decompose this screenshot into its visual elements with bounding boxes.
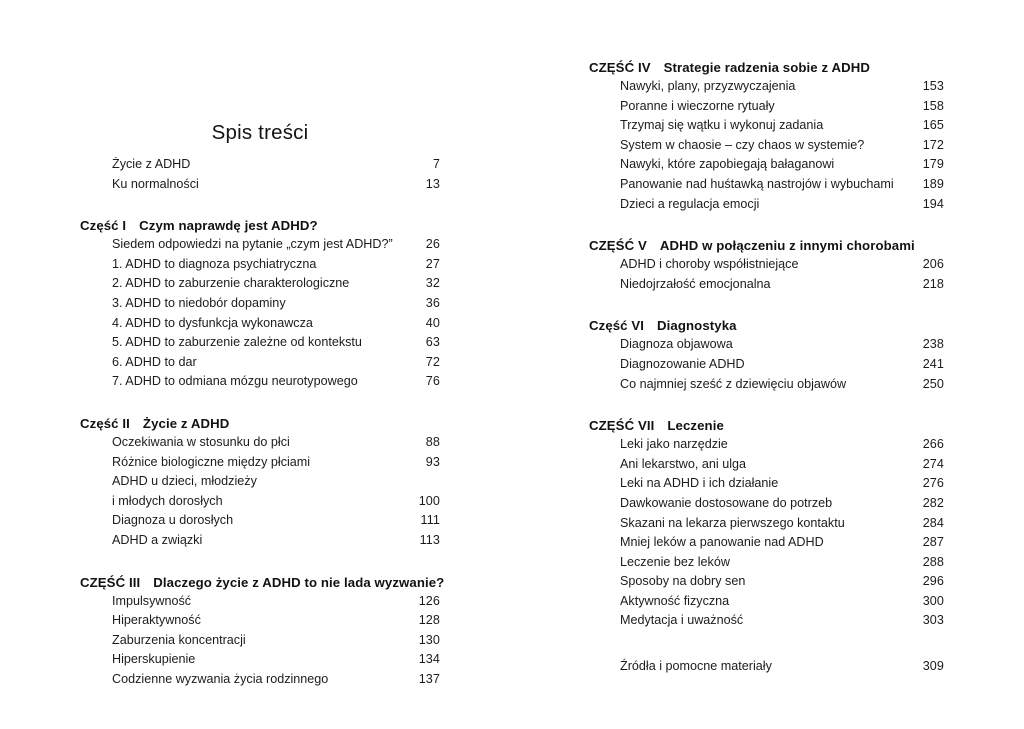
toc-entry-page-number: 13: [425, 176, 440, 191]
toc-entry-label: 5. ADHD to zaburzenie zależne od kontekstu: [112, 335, 362, 350]
toc-entry-page-number: 111: [420, 513, 440, 528]
part-entry-list: [620, 435, 944, 631]
toc-entry-label: Zaburzenia koncentracji: [112, 632, 246, 647]
toc-entry-page-number: 26: [425, 237, 440, 252]
toc-entry-i-mlodych-doroslych[interactable]: [112, 492, 440, 512]
toc-entry-page-number: 36: [425, 295, 440, 310]
toc-entry-label: ADHD u dzieci, młodzieży: [112, 474, 257, 489]
toc-entry-poranne-i-wieczorne-rytualy[interactable]: [620, 97, 944, 117]
part-label: CZĘŚĆ VII: [589, 418, 655, 434]
toc-entry-page-number: 158: [922, 98, 944, 113]
part-heading-czesc-vi: [589, 316, 944, 335]
toc-entry-adhd-u-dzieci-mlodziezy[interactable]: [112, 472, 440, 492]
toc-entry-page-number: 100: [418, 493, 440, 508]
toc-entry-nawyki-plany-przyzwyczajenia[interactable]: [620, 77, 944, 97]
toc-entry-zycie-z-adhd[interactable]: [112, 155, 440, 175]
toc-entry-trzymaj-sie-watku-i-wykonuj-zadani[interactable]: [620, 116, 944, 136]
toc-entry-adhd-i-choroby-wspolistniejace[interactable]: [620, 255, 944, 275]
toc-entry-label: Hiperaktywność: [112, 613, 201, 628]
toc-entry-page-number: 238: [922, 337, 944, 352]
toc-entry-page-number: 309: [922, 659, 944, 674]
toc-entry-page-number: 218: [922, 276, 944, 291]
toc-entry-diagnoza-u-doroslych[interactable]: [112, 511, 440, 531]
toc-entry-dzieci-a-regulacja-emocji[interactable]: [620, 195, 944, 215]
toc-entry-impulsywnosc[interactable]: [112, 592, 440, 612]
toc-entry-page-number: 172: [922, 137, 944, 152]
toc-entry-page-number: 130: [418, 632, 440, 647]
toc-entry-page-number: 93: [425, 454, 440, 469]
toc-entry-label: Diagnoza objawowa: [620, 337, 733, 352]
part-heading-czesc-v: [589, 236, 944, 255]
toc-entry-page-number: 179: [922, 157, 944, 172]
toc-entry-label: 3. ADHD to niedobór dopaminy: [112, 295, 286, 310]
toc-entry-label: Diagnoza u dorosłych: [112, 513, 234, 528]
left-column: [80, 155, 445, 689]
toc-entry-ku-normalnosci[interactable]: [112, 175, 440, 195]
toc-entry-5-adhd-to-zaburzenie-zalezne-od-ko[interactable]: [112, 333, 440, 353]
toc-entry-label: Mniej leków a panowanie nad ADHD: [620, 535, 824, 550]
toc-entry-label: Ku normalności: [112, 176, 199, 191]
toc-entry-3-adhd-to-niedobor-dopaminy[interactable]: [112, 294, 440, 314]
part-label: Część VI: [589, 318, 645, 334]
toc-entry-label: Trzymaj się wątku i wykonuj zadania: [620, 118, 824, 133]
toc-entry-sposoby-na-dobry-sen[interactable]: [620, 572, 944, 592]
toc-entry-panowanie-nad-hustawka-nastrojow-i[interactable]: [620, 175, 944, 195]
part-heading-czesc-vii: [589, 416, 944, 435]
toc-entry-label: Sposoby na dobry sen: [620, 574, 746, 589]
toc-entry-page-number: 7: [432, 157, 440, 171]
toc-entry-page-number: 76: [425, 374, 440, 389]
part-label: CZĘŚĆ III: [80, 574, 141, 590]
toc-entry-page-number: 72: [425, 354, 440, 369]
part-gap: [80, 392, 440, 414]
part-label: Część I: [80, 218, 127, 234]
toc-entry-page-number: 126: [418, 593, 440, 608]
toc-entry-nawyki-ktore-zapobiegaja-balaganow[interactable]: [620, 155, 944, 175]
part-label: Część II: [80, 415, 130, 431]
toc-entry-page-number: 276: [922, 476, 944, 491]
toc-entry-label: Panowanie nad huśtawką nastrojów i wybuchami: [620, 176, 894, 191]
toc-entry-page-number: 300: [922, 593, 944, 608]
toc-entry-label: Oczekiwania w stosunku do płci: [112, 434, 290, 449]
toc-entry-page-number: 88: [425, 434, 440, 449]
toc-entry-medytacja-i-uwaznosc[interactable]: [620, 611, 944, 631]
toc-entry-page-number: 113: [419, 532, 440, 547]
toc-entry-siedem-odpowiedzi-na-pytanie-czym-[interactable]: [112, 235, 440, 255]
toc-entry-dawkowanie-dostosowane-do-potrzeb[interactable]: [620, 494, 944, 514]
toc-entry-label: Leki na ADHD i ich działanie: [620, 476, 779, 491]
toc-entry-oczekiwania-w-stosunku-do-plci[interactable]: [112, 433, 440, 453]
toc-entry-label: Co najmniej sześć z dziewięciu objawów: [620, 376, 847, 391]
toc-entry-label: Aktywność fizyczna: [620, 593, 730, 608]
toc-entry-leki-na-adhd-i-ich-dzialanie[interactable]: [620, 474, 944, 494]
toc-entry-page-number: 266: [922, 437, 944, 452]
part-title: Strategie radzenia sobie z ADHD: [663, 60, 870, 75]
toc-entry-mniej-lekow-a-panowanie-nad-adhd[interactable]: [620, 533, 944, 553]
toc-entry-page-number: 27: [425, 256, 440, 271]
part-label: CZĘŚĆ V: [589, 238, 647, 254]
toc-entry-leki-jako-narzedzie[interactable]: [620, 435, 944, 455]
back-matter-list: [620, 657, 944, 677]
toc-entry-label: Dzieci a regulacja emocji: [620, 196, 760, 211]
toc-entry-label: i młodych dorosłych: [112, 493, 223, 508]
toc-entry-page-number: 274: [922, 456, 944, 471]
toc-entry-label: Leki jako narzędzie: [620, 437, 728, 452]
toc-entry-skazani-na-lekarza-pierwszego-kont[interactable]: [620, 514, 944, 534]
part-entry-list: [620, 77, 944, 214]
toc-entry-label: Medytacja i uważność: [620, 613, 744, 628]
part-entry-list: [620, 255, 944, 294]
toc-entry-page-number: 40: [425, 315, 440, 330]
toc-entry-label: Ani lekarstwo, ani ulga: [620, 456, 747, 471]
toc-entry-system-w-chaosie-czy-chaos-w-syste[interactable]: [620, 136, 944, 156]
toc-entry-4-adhd-to-dysfunkcja-wykonawcza[interactable]: [112, 314, 440, 334]
toc-entry-co-najmniej-szesc-z-dziewieciu-obj[interactable]: [620, 375, 944, 395]
toc-entry-label: 4. ADHD to dysfunkcja wykonawcza: [112, 315, 313, 330]
part-title: Leczenie: [667, 418, 724, 434]
toc-entry-zrodla-i-pomocne-materialy[interactable]: [620, 657, 944, 677]
toc-entry-page-number: 206: [922, 257, 944, 272]
toc-entry-label: Leczenie bez leków: [620, 554, 730, 569]
toc-entry-page-number: 287: [922, 535, 944, 550]
toc-entry-aktywnosc-fizyczna[interactable]: [620, 592, 944, 612]
toc-entry-niedojrzalosc-emocjonalna[interactable]: [620, 275, 944, 295]
toc-entry-roznice-biologiczne-miedzy-plciami[interactable]: [112, 453, 440, 473]
part-gap: [589, 294, 944, 316]
right-column: [589, 58, 944, 677]
part-heading-czesc-iv: [589, 58, 944, 77]
part-gap: [589, 394, 944, 416]
toc-entry-label: ADHD a związki: [112, 532, 203, 547]
toc-entry-ani-lekarstwo-ani-ulga[interactable]: [620, 455, 944, 475]
part-entry-list: [620, 335, 944, 394]
part-entry-list: [112, 235, 440, 392]
part-heading-czesc-ii: [80, 414, 440, 433]
toc-entry-1-adhd-to-diagnoza-psychiatryczna[interactable]: [112, 255, 440, 275]
page-title: Spis treści: [211, 121, 309, 144]
toc-entry-label: Nawyki, plany, przyzwyczajenia: [620, 79, 796, 93]
toc-entry-label: Dawkowanie dostosowane do potrzeb: [620, 495, 833, 510]
toc-entry-label: Źródła i pomocne materiały: [620, 659, 772, 674]
part-title: Diagnostyka: [657, 318, 737, 334]
part-title: Dlaczego życie z ADHD to nie lada wyzwanie?: [153, 574, 445, 590]
toc-entry-leczenie-bez-lekow[interactable]: [620, 553, 944, 573]
toc-entry-page-number: 63: [425, 335, 440, 350]
toc-entry-page-number: 296: [922, 574, 944, 589]
toc-entry-page-number: 153: [922, 79, 944, 93]
toc-entry-label: 7. ADHD to odmiana mózgu neurotypowego: [112, 374, 358, 389]
front-matter-list: [112, 155, 440, 194]
toc-entry-6-adhd-to-dar[interactable]: [112, 353, 440, 373]
toc-entry-page-number: 165: [922, 118, 944, 133]
toc-entry-label: Hiperskupienie: [112, 652, 196, 667]
toc-entry-label: Niedojrzałość emocjonalna: [620, 276, 771, 291]
toc-entry-page-number: 241: [922, 356, 944, 371]
toc-entry-page-number: 282: [922, 495, 944, 510]
toc-entry-label: Codzienne wyzwania życia rodzinnego: [112, 671, 329, 686]
toc-entry-2-adhd-to-zaburzenie-charakterolog[interactable]: [112, 274, 440, 294]
part-gap: [80, 551, 440, 573]
toc-entry-page-number: 128: [418, 613, 440, 628]
toc-entry-label: Poranne i wieczorne rytuały: [620, 98, 775, 113]
part-title: Życie z ADHD: [142, 415, 230, 431]
toc-entry-diagnozowanie-adhd[interactable]: [620, 355, 944, 375]
toc-entry-page-number: 137: [418, 671, 440, 686]
toc-entry-label: System w chaosie – czy chaos w systemie?: [620, 137, 865, 152]
toc-entry-codzienne-wyzwania-zycia-rodzinneg[interactable]: [112, 670, 440, 690]
toc-entry-page-number: 284: [922, 515, 944, 530]
toc-entry-page-number: 250: [922, 376, 944, 391]
toc-entry-label: Diagnozowanie ADHD: [620, 356, 745, 371]
toc-entry-label: Siedem odpowiedzi na pytanie „czym jest ADHD?”: [112, 237, 393, 252]
toc-entry-label: Impulsywność: [112, 593, 192, 608]
toc-entry-hiperaktywnosc[interactable]: [112, 611, 440, 631]
part-entry-list: [112, 592, 440, 690]
part-label: CZĘŚĆ IV: [589, 60, 651, 75]
toc-entry-page-number: 194: [922, 196, 944, 211]
toc-entry-page-number: 134: [418, 652, 440, 667]
part-entry-list: [112, 433, 440, 551]
part-heading-czesc-iii: [80, 573, 445, 592]
toc-entry-page-number: 32: [425, 276, 440, 291]
toc-entry-hiperskupienie[interactable]: [112, 650, 440, 670]
part-gap: [589, 214, 944, 236]
toc-entry-7-adhd-to-odmiana-mozgu-neurotypow[interactable]: [112, 372, 440, 392]
toc-entry-page-number: 189: [922, 176, 944, 191]
toc-entry-page-number: 303: [922, 613, 944, 628]
toc-entry-page-number: 288: [922, 554, 944, 569]
toc-entry-adhd-a-zwiazki[interactable]: [112, 531, 440, 551]
toc-entry-label: 2. ADHD to zaburzenie charakterologiczne: [112, 276, 350, 291]
toc-entry-label: ADHD i choroby współistniejące: [620, 257, 799, 272]
toc-entry-label: Różnice biologiczne między płciami: [112, 454, 311, 469]
toc-entry-label: Skazani na lekarza pierwszego kontaktu: [620, 515, 845, 530]
toc-entry-label: Nawyki, które zapobiegają bałaganowi: [620, 157, 835, 172]
part-heading-czesc-i: [80, 216, 440, 235]
toc-entry-label: 1. ADHD to diagnoza psychiatryczna: [112, 256, 317, 271]
toc-entry-diagnoza-objawowa[interactable]: [620, 335, 944, 355]
toc-entry-zaburzenia-koncentracji[interactable]: [112, 631, 440, 651]
back-matter-gap: [589, 631, 944, 657]
part-gap: [80, 194, 440, 216]
part-title: ADHD w połączeniu z innymi chorobami: [659, 238, 915, 254]
toc-entry-label: 6. ADHD to dar: [112, 354, 197, 369]
part-title: Czym naprawdę jest ADHD?: [139, 218, 318, 234]
toc-entry-label: Życie z ADHD: [112, 157, 191, 171]
